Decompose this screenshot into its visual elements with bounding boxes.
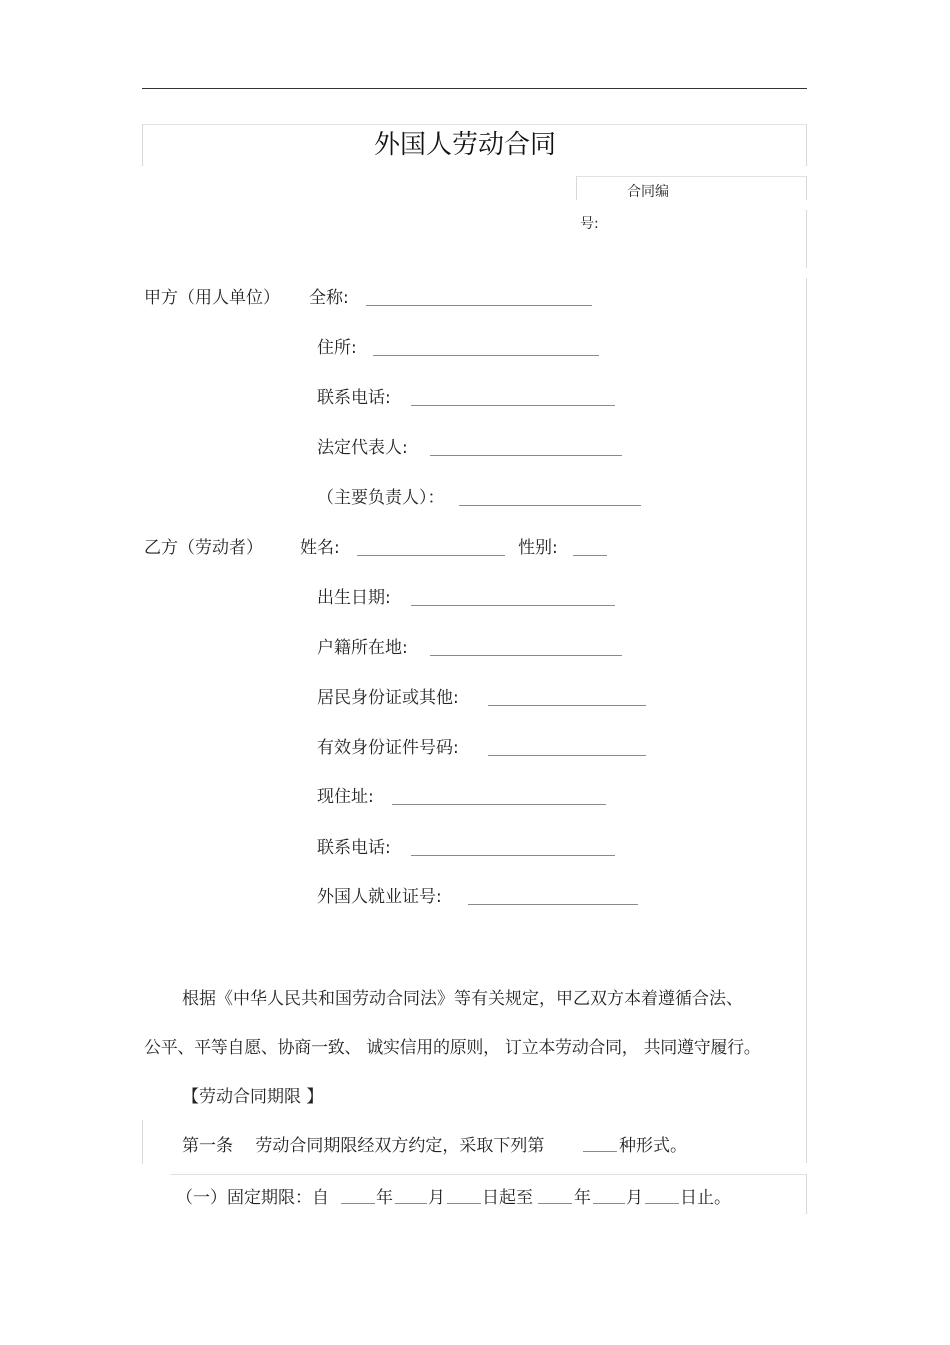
end-month-blank[interactable] xyxy=(593,1203,625,1204)
start-month-label: 月 xyxy=(428,1188,445,1208)
contract-no-label-cont: 号: xyxy=(580,216,599,232)
header-rule xyxy=(142,88,807,89)
end-year-blank[interactable] xyxy=(538,1203,572,1204)
end-day-label: 日止。 xyxy=(680,1188,731,1208)
frame-line xyxy=(806,278,807,1163)
party-a-address-label: 住所: xyxy=(317,338,357,358)
end-year-label: 年 xyxy=(574,1188,591,1208)
party-b-work-permit-blank[interactable] xyxy=(468,904,638,905)
party-a-legal-rep-blank[interactable] xyxy=(430,455,622,456)
party-b-current-address-blank[interactable] xyxy=(392,804,606,805)
contract-no-label: 合同编 xyxy=(627,184,669,200)
article-1-text-end: 种形式。 xyxy=(619,1136,687,1156)
start-day-blank[interactable] xyxy=(447,1203,481,1204)
start-month-blank[interactable] xyxy=(395,1203,427,1204)
article-1-text: 第一条 劳动合同期限经双方约定，采取下列第 xyxy=(182,1136,545,1156)
frame-line xyxy=(806,124,807,166)
party-b-birthdate-label: 出生日期: xyxy=(317,588,391,608)
frame-line xyxy=(170,1174,807,1175)
frame-line xyxy=(142,124,143,166)
party-b-current-address-label: 现住址: xyxy=(317,787,374,807)
frame-line xyxy=(576,176,807,177)
start-year-blank[interactable] xyxy=(341,1203,375,1204)
party-b-idtype-label: 居民身份证或其他: xyxy=(317,688,459,708)
party-b-idtype-blank[interactable] xyxy=(488,705,646,706)
start-day-label: 日起至 xyxy=(482,1188,533,1208)
frame-line xyxy=(806,1174,807,1214)
frame-line xyxy=(806,176,807,200)
party-b-phone-label: 联系电话: xyxy=(317,838,391,858)
item-1-prefix: （一）固定期限：自 xyxy=(176,1188,329,1208)
party-b-name-blank[interactable] xyxy=(357,555,505,556)
party-a-address-blank[interactable] xyxy=(373,355,599,356)
preamble-line-2: 公平、平等自愿、协商一致、 诚实信用的原则， 订立本劳动合同， 共同遵守履行。 xyxy=(144,1038,761,1058)
party-a-principal-blank[interactable] xyxy=(459,505,641,506)
frame-line xyxy=(576,176,577,200)
end-month-label: 月 xyxy=(626,1188,643,1208)
party-b-label: 乙方（劳动者） xyxy=(144,538,263,558)
party-b-phone-blank[interactable] xyxy=(411,855,615,856)
section-heading-term: 【劳动合同期限 】 xyxy=(182,1087,324,1107)
party-b-hukou-blank[interactable] xyxy=(430,655,622,656)
party-b-name-label: 姓名: xyxy=(300,538,340,558)
start-year-label: 年 xyxy=(376,1188,393,1208)
party-a-legal-rep-label: 法定代表人: xyxy=(317,438,408,458)
document-title: 外国人劳动合同 xyxy=(374,130,557,160)
frame-line xyxy=(806,210,807,268)
end-day-blank[interactable] xyxy=(645,1203,679,1204)
party-a-phone-label: 联系电话: xyxy=(317,388,391,408)
party-a-principal-label: （主要负责人）： xyxy=(317,488,445,508)
party-a-phone-blank[interactable] xyxy=(411,405,615,406)
party-b-gender-label: 性别: xyxy=(518,538,558,558)
party-a-fullname-label: 全称: xyxy=(309,288,349,308)
article-1-form-blank[interactable] xyxy=(583,1151,617,1152)
party-b-hukou-label: 户籍所在地: xyxy=(317,638,408,658)
party-b-idnumber-blank[interactable] xyxy=(488,755,646,756)
party-b-work-permit-label: 外国人就业证号: xyxy=(317,887,442,907)
party-b-idnumber-label: 有效身份证件号码: xyxy=(317,738,459,758)
party-a-label: 甲方（用人单位） xyxy=(144,288,280,308)
party-a-fullname-blank[interactable] xyxy=(366,305,592,306)
party-b-birthdate-blank[interactable] xyxy=(411,605,615,606)
party-b-gender-blank[interactable] xyxy=(573,555,607,556)
preamble-line-1: 根据《中华人民共和国劳动合同法》等有关规定，甲乙双方本着遵循合法、 xyxy=(182,989,743,1009)
frame-line xyxy=(142,1120,143,1164)
